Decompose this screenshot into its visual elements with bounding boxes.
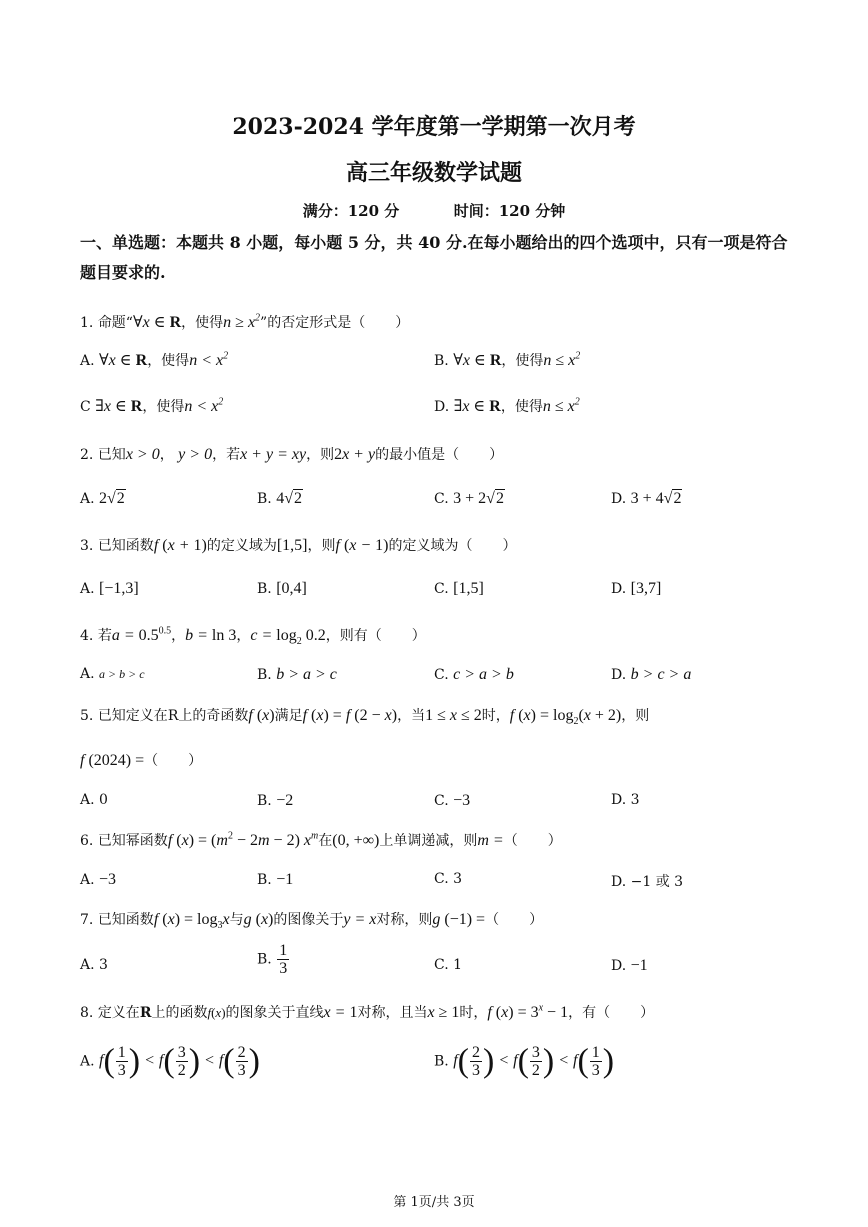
question-3-option-c[interactable] bbox=[434, 580, 484, 598]
stem-text: （ bbox=[144, 753, 159, 769]
option-text: ，使得 bbox=[501, 353, 544, 369]
question-7-stem bbox=[80, 909, 543, 931]
math-expr: f( $\frac{1}{3}$ ) < f( $\frac{3}{2}$ ) < f( $\frac{2}{3}$ ) bbox=[99, 1042, 260, 1080]
question-3-option-a[interactable] bbox=[80, 580, 139, 598]
question-1-option-d[interactable] bbox=[434, 396, 580, 416]
option-label: D. 3 bbox=[611, 792, 640, 808]
option-label: A. bbox=[80, 666, 95, 682]
option-label: B. bbox=[257, 581, 272, 597]
stem-text: 已知幂函数 bbox=[97, 833, 168, 849]
set-symbol: R bbox=[139, 1005, 152, 1021]
option-label: D. bbox=[611, 667, 627, 683]
stem-text: 若 bbox=[97, 628, 112, 644]
section-heading: 一、单选题：本题共 8 小题，每小题 5 分，共 40 分.在每小题给出的四个选项中，只有一项是符合题目要求的. bbox=[80, 233, 788, 282]
math-expr: 3 + 2√2 bbox=[453, 490, 504, 507]
option-label: D. bbox=[434, 399, 450, 415]
math-interval: [1,5] bbox=[453, 580, 484, 597]
question-number: 7. bbox=[80, 912, 94, 928]
math-expr: f (x) bbox=[248, 707, 275, 724]
stem-text: ，则有（ bbox=[325, 628, 382, 644]
option-label: C. bbox=[434, 491, 449, 507]
question-6-option-d[interactable] bbox=[611, 871, 683, 891]
math-expr: f $(x) = \log_3x$ bbox=[153, 911, 230, 932]
math-expr: −3 bbox=[453, 792, 471, 809]
math-expr: 3 + 4√2 bbox=[630, 490, 682, 507]
option-label: C. bbox=[434, 793, 449, 809]
set-symbol: R bbox=[167, 708, 179, 724]
question-5-option-b[interactable] bbox=[257, 792, 293, 810]
math-expr: f (2024) = bbox=[80, 752, 145, 769]
stem-text: 已知 bbox=[97, 447, 126, 463]
math-expr: $n < x^2$ bbox=[189, 350, 229, 369]
math-expr: −2 bbox=[276, 792, 294, 809]
page-footer: 第 1页/共 3页 bbox=[393, 1195, 475, 1210]
math-expr: 1 ≤ x ≤ 2 bbox=[425, 707, 482, 724]
question-number: 6. bbox=[80, 833, 94, 849]
stem-text: 定义在 bbox=[97, 1005, 140, 1021]
stem-text: ， bbox=[171, 628, 186, 644]
question-6-option-c[interactable] bbox=[434, 871, 462, 887]
stem-text: ，若 bbox=[212, 447, 241, 463]
stem-text: ） bbox=[502, 538, 517, 554]
stem-text: 在 bbox=[318, 833, 333, 849]
score-label: 满分：120 分 bbox=[302, 202, 400, 220]
math-expr: $n \le x^2$ bbox=[543, 350, 581, 369]
math-forall: ∀x ∈ R bbox=[453, 352, 502, 369]
question-5-option-a[interactable] bbox=[80, 792, 108, 808]
math-expr: $n \le x^2$ bbox=[542, 396, 580, 415]
math-expr: b = ln 3 bbox=[185, 627, 237, 644]
stem-text: ， bbox=[159, 447, 174, 463]
math-expr: $n < x^2$ bbox=[184, 396, 224, 415]
option-label: A. bbox=[80, 353, 95, 369]
stem-text: 命题“ bbox=[97, 315, 133, 331]
question-7-option-c[interactable] bbox=[434, 957, 462, 973]
option-label: A. bbox=[80, 581, 95, 597]
option-label: A. bbox=[80, 1053, 95, 1070]
math-forall: ∀x ∈ R bbox=[99, 352, 148, 369]
option-text: ，使得 bbox=[147, 353, 190, 369]
option-label: A. 0 bbox=[80, 792, 108, 808]
question-6-option-b[interactable] bbox=[257, 871, 293, 889]
stem-text: ） bbox=[640, 1005, 655, 1021]
stem-text: 的最小值是（ bbox=[375, 447, 460, 463]
exam-meta bbox=[0, 200, 868, 221]
math-expr: f (x − 1) bbox=[335, 537, 389, 554]
question-5-option-c[interactable] bbox=[434, 792, 470, 810]
question-3-stem bbox=[80, 535, 517, 555]
question-7-option-b[interactable] bbox=[257, 942, 290, 977]
option-label: B. bbox=[257, 793, 272, 809]
question-1-option-b[interactable] bbox=[434, 350, 580, 370]
question-2-option-c[interactable] bbox=[434, 490, 505, 508]
math-fraction: $\frac{1}{3}$ bbox=[279, 942, 288, 977]
option-label: A. bbox=[80, 491, 95, 507]
math-interval: [−1,3] bbox=[99, 580, 139, 597]
math-expr: m = bbox=[477, 832, 504, 849]
math-expr: y = x bbox=[343, 911, 377, 928]
stem-text: ，则 bbox=[306, 447, 335, 463]
math-expr: 2√2 bbox=[99, 490, 125, 507]
stem-text: ”的否定形式是（ bbox=[260, 315, 366, 331]
question-4-stem bbox=[80, 625, 426, 647]
question-2-stem bbox=[80, 444, 503, 464]
question-3-option-b[interactable] bbox=[257, 580, 307, 598]
stem-text: 的定义域为 bbox=[206, 538, 277, 554]
math-expr: x ≥ 1 bbox=[427, 1004, 460, 1021]
question-number: 2. bbox=[80, 447, 94, 463]
question-4-option-a[interactable] bbox=[80, 666, 145, 682]
option-label: B. bbox=[257, 667, 272, 683]
math-expr: f $(x) = (m^2 - 2m - 2)$ $x^m$ bbox=[167, 830, 319, 849]
math-exists: ∃x ∈ R bbox=[453, 398, 501, 415]
stem-text: 对称，且当 bbox=[357, 1005, 428, 1021]
option-label: B. bbox=[434, 353, 449, 369]
stem-text: 已知函数 bbox=[97, 538, 154, 554]
stem-text: （ bbox=[485, 912, 500, 928]
stem-text: 时， bbox=[481, 708, 510, 724]
stem-text: ） bbox=[489, 447, 504, 463]
stem-text: ，当 bbox=[397, 708, 426, 724]
option-label: C. 1 bbox=[434, 957, 463, 973]
option-label: D. bbox=[611, 491, 627, 507]
option-label: B. bbox=[257, 491, 272, 507]
math-forall: ∀x ∈ R bbox=[132, 314, 182, 331]
question-1-stem bbox=[80, 312, 409, 332]
stem-text: 上的函数 bbox=[151, 1005, 208, 1021]
option-label: C bbox=[80, 399, 91, 415]
stem-text: ） bbox=[529, 912, 544, 928]
exam-subtitle: 高三年级数学试题 bbox=[345, 160, 522, 186]
math-expr: b > a > c bbox=[276, 666, 337, 683]
math-expr: y > 0 bbox=[178, 446, 213, 463]
math-exists: ∃x ∈ R bbox=[95, 398, 143, 415]
stem-text: ） bbox=[188, 753, 203, 769]
math-expr: f $(x) = 3^x - 1$ bbox=[487, 1002, 569, 1021]
math-expr: f $(x) = \log_2(x + 2)$ bbox=[509, 707, 622, 728]
question-1-option-a[interactable] bbox=[80, 350, 228, 370]
math-expr: x = 1 bbox=[323, 1004, 358, 1021]
math-expr: −1 bbox=[276, 871, 294, 888]
math-expr: c > a > b bbox=[453, 666, 514, 683]
math-expr: g (−1) = bbox=[432, 911, 486, 928]
option-text: ，使得 bbox=[142, 399, 185, 415]
question-2-option-b[interactable] bbox=[257, 490, 303, 508]
option-label: C. 3 bbox=[434, 871, 463, 887]
math-inequality: $n \ge x^2$ bbox=[223, 312, 261, 331]
math-expr: −1 bbox=[630, 957, 648, 974]
question-6-option-a[interactable] bbox=[80, 871, 116, 889]
math-expr: $c = \log_2 0.2$ bbox=[250, 627, 326, 648]
math-interval: [0,4] bbox=[276, 580, 307, 597]
stem-text: ） bbox=[395, 315, 410, 331]
question-number: 1. bbox=[80, 315, 94, 331]
option-label: B. bbox=[434, 1053, 449, 1070]
question-7-option-d[interactable] bbox=[611, 957, 648, 975]
math-interval: (0, +∞) bbox=[332, 832, 380, 849]
question-8-option-a[interactable] bbox=[80, 1044, 260, 1079]
stem-text: 已知函数 bbox=[97, 912, 154, 928]
stem-text: ） bbox=[547, 833, 562, 849]
math-interval: [1,5] bbox=[276, 537, 308, 554]
option-label: C. bbox=[434, 667, 449, 683]
stem-text: ） bbox=[411, 628, 426, 644]
math-expr: 4√2 bbox=[276, 490, 302, 507]
question-number: 8. bbox=[80, 1005, 94, 1021]
option-text: −1 或 3 bbox=[630, 874, 684, 890]
question-8-stem bbox=[80, 1002, 654, 1022]
stem-text: （ bbox=[503, 833, 518, 849]
time-label: 时间：120 分钟 bbox=[453, 202, 566, 220]
stem-text: 的图象关于直线 bbox=[225, 1005, 324, 1021]
stem-text: ，则 bbox=[307, 538, 336, 554]
math-expr: b > c > a bbox=[630, 666, 692, 683]
stem-text: ， bbox=[236, 628, 251, 644]
option-label: A. 3 bbox=[80, 957, 108, 973]
math-expr: 2x + y bbox=[334, 446, 376, 463]
option-text: ，使得 bbox=[500, 399, 543, 415]
math-expr: −3 bbox=[99, 871, 117, 888]
option-label: D. bbox=[611, 958, 627, 974]
question-2-option-d[interactable] bbox=[611, 490, 682, 508]
stem-text: 与 bbox=[229, 912, 244, 928]
question-4-option-b[interactable] bbox=[257, 666, 337, 684]
question-4-option-d[interactable] bbox=[611, 666, 691, 684]
question-number: 4. bbox=[80, 628, 94, 644]
stem-text: 的定义域为（ bbox=[388, 538, 473, 554]
stem-text: ，则 bbox=[621, 708, 650, 724]
stem-text: ，有（ bbox=[568, 1005, 611, 1021]
exam-title: 2023-2024 学年度第一学期第一次月考 bbox=[232, 114, 636, 140]
math-expr: x + y = xy bbox=[240, 446, 307, 463]
math-expr: f (x + 1) bbox=[153, 537, 207, 554]
math-expr: g (x) bbox=[243, 911, 274, 928]
stem-text: 时， bbox=[459, 1005, 488, 1021]
question-5-stem-line2 bbox=[80, 750, 202, 770]
option-label: B. bbox=[257, 951, 272, 968]
stem-text: 上的奇函数 bbox=[178, 708, 249, 724]
option-label: B. bbox=[257, 872, 272, 888]
math-expr: f( $\frac{2}{3}$ ) < f( $\frac{3}{2}$ ) < f( $\frac{1}{3}$ ) bbox=[453, 1042, 615, 1080]
question-8-option-b[interactable] bbox=[434, 1044, 614, 1079]
math-interval: [3,7] bbox=[630, 580, 662, 597]
math-expr: $a = 0.5^{0.5}$ bbox=[111, 625, 172, 644]
question-6-stem bbox=[80, 830, 562, 850]
stem-text: ，使得 bbox=[181, 315, 224, 331]
option-label: A. bbox=[80, 872, 95, 888]
question-number: 3. bbox=[80, 538, 94, 554]
math-expr: x > 0 bbox=[125, 446, 160, 463]
math-expr: f (x) = f (2 − x) bbox=[302, 707, 398, 724]
option-label: D. bbox=[611, 874, 627, 890]
question-5-stem bbox=[80, 705, 649, 727]
question-3-option-d[interactable] bbox=[611, 580, 661, 598]
stem-text: 上单调递减，则 bbox=[379, 833, 478, 849]
stem-text: 已知定义在 bbox=[97, 708, 168, 724]
math-expr: a > b > c bbox=[99, 667, 145, 681]
question-number: 5. bbox=[80, 708, 94, 724]
question-4-option-c[interactable] bbox=[434, 666, 514, 684]
stem-text: 满足 bbox=[274, 708, 303, 724]
math-expr: f(x) bbox=[207, 1005, 226, 1020]
question-7-option-a[interactable] bbox=[80, 957, 108, 973]
option-label: C. bbox=[434, 581, 449, 597]
question-5-option-d[interactable] bbox=[611, 792, 640, 808]
stem-text: 对称，则 bbox=[376, 912, 433, 928]
stem-text: 的图像关于 bbox=[273, 912, 344, 928]
question-2-option-a[interactable] bbox=[80, 490, 126, 508]
question-1-option-c[interactable] bbox=[80, 396, 223, 416]
option-label: D. bbox=[611, 581, 627, 597]
